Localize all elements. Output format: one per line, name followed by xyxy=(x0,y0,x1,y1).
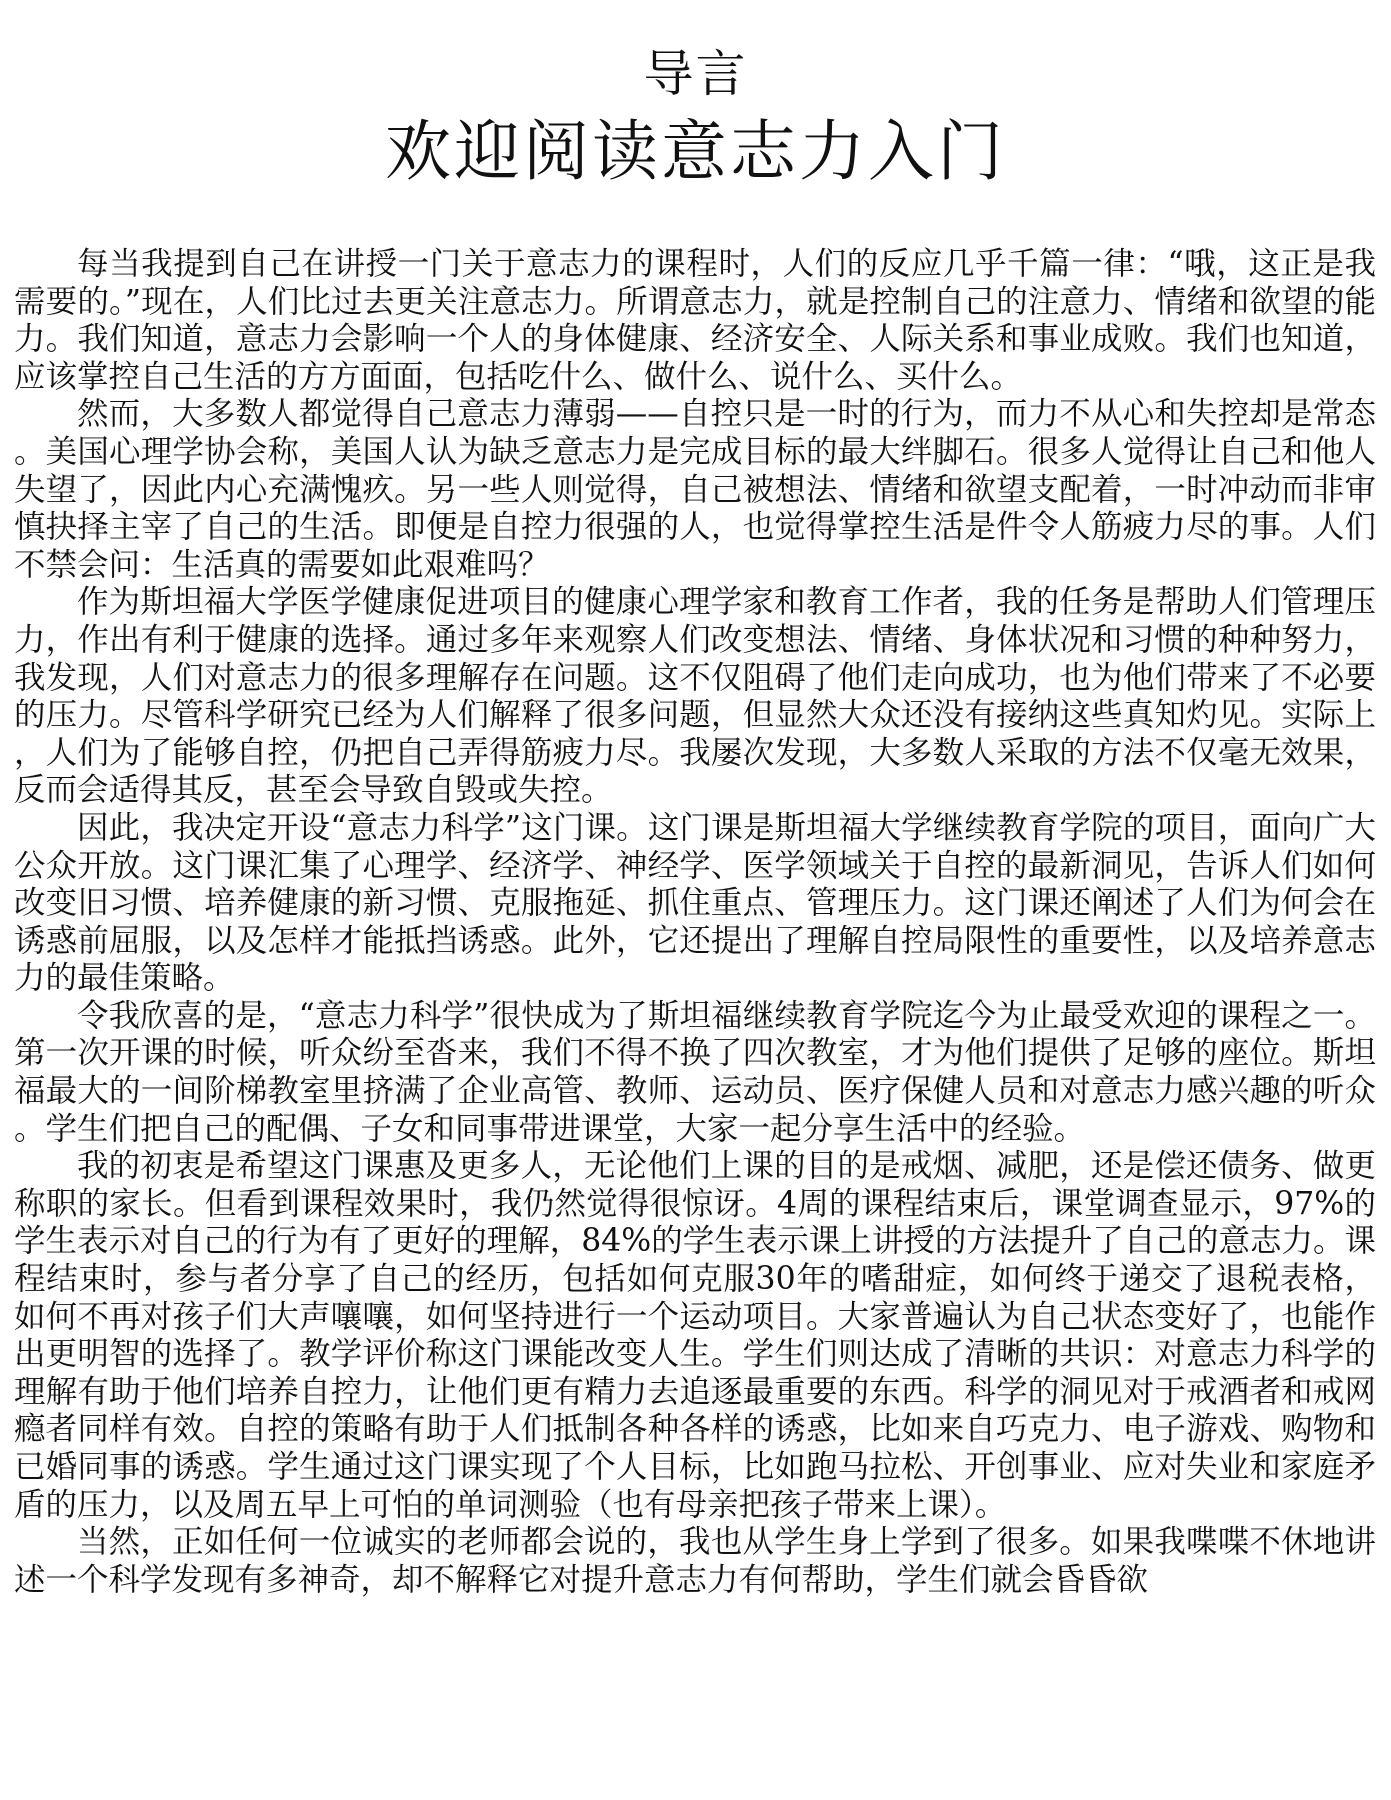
paragraph: 令我欣喜的是，“意志力科学”很快成为了斯坦福继续教育学院迄今为止最受欢迎的课程之一。第一次开课的时候，听众纷至沓来，我们不得不换了四次教室，才为他们提供了足够的座位。斯坦福最大的一间阶梯教室里挤满了企业高管、教师、运动员、医疗保健人员和对意志力感兴趣的听众。学生们把自己的配偶、子女和同事带进课堂，大家一起分享生活中的经验。 xyxy=(14,997,1376,1147)
paragraph: 作为斯坦福大学医学健康促进项目的健康心理学家和教育工作者，我的任务是帮助人们管理压力，作出有利于健康的选择。通过多年来观察人们改变想法、情绪、身体状况和习惯的种种努力，我发现，人们对意志力的很多理解存在问题。这不仅阻碍了他们走向成功，也为他们带来了不必要的压力。尽管科学研究已经为人们解释了很多问题，但显然大众还没有接纳这些真知灼见。实际上，人们为了能够自控，仍把自己弄得筋疲力尽。我屡次发现，大多数人采取的方法不仅毫无效果，反而会适得其反，甚至会导致自毁或失控。 xyxy=(14,584,1376,809)
chapter-label: 导言 xyxy=(643,45,748,103)
paragraph: 因此，我决定开设“意志力科学”这门课。这门课是斯坦福大学继续教育学院的项目，面向广大公众开放。这门课汇集了心理学、经济学、神经学、医学领域关于自控的最新洞见，告诉人们如何改变旧习惯、培养健康的新习惯、克服拖延、抓住重点、管理压力。这门课还阐述了人们为何会在诱惑前屈服，以及怎样才能抵挡诱惑。此外，它还提出了理解自控局限性的重要性，以及培养意志力的最佳策略。 xyxy=(14,809,1376,997)
paragraph: 每当我提到自己在讲授一门关于意志力的课程时，人们的反应几乎千篇一律：“哦，这正是我需要的。”现在，人们比过去更关注意志力。所谓意志力，就是控制自己的注意力、情绪和欲望的能力。我们知道，意志力会影响一个人的身体健康、经济安全、人际关系和事业成败。我们也知道，应该掌控自己生活的方方面面，包括吃什么、做什么、说什么、买什么。 xyxy=(14,246,1376,395)
paragraph: 当然，正如任何一位诚实的老师都会说的，我也从学生身上学到了很多。如果我喋喋不休地讲述一个科学发现有多神奇，却不解释它对提升意志力有何帮助，学生们就会昏昏欲 xyxy=(14,1524,1376,1598)
chapter-title: 欢迎阅读意志力入门 xyxy=(385,113,1006,190)
paragraph: 我的初衷是希望这门课惠及更多人，无论他们上课的目的是戒烟、减肥，还是偿还债务、做更称职的家长。但看到课程效果时，我仍然觉得很惊讶。4周的课程结束后，课堂调查显示，97%的学生表示对自己的行为有了更好的理解，84%的学生表示课上讲授的方法提升了自己的意志力。课程结束时，参与者分享了自己的经历，包括如何克服30年的嗜甜症，如何终于递交了退税表格，如何不再对孩子们大声嚷嚷，如何坚持进行一个运动项目。大家普遍认为自己状态变好了，也能作出更明智的选择了。教学评价称这门课能改变人生。学生们则达成了清晰的共识：对意志力科学的理解有助于他们培养自控力，让他们更有精力去追逐最重要的东西。科学的洞见对于戒酒者和戒网瘾者同样有效。自控的策略有助于人们抵制各种各样的诱惑，比如来自巧克力、电子游戏、购物和已婚同事的诱惑。学生通过这门课实现了个人目标，比如跑马拉松、开创事业、应对失业和家庭矛盾的压力，以及周五早上可怕的单词测验（也有母亲把孩子带来上课）。 xyxy=(14,1148,1376,1523)
body-text xyxy=(14,246,1376,1800)
paragraph: 然而，大多数人都觉得自己意志力薄弱——自控只是一时的行为，而力不从心和失控却是常态。美国心理学协会称，美国人认为缺乏意志力是完成目标的最大绊脚石。很多人觉得让自己和他人失望了，因此内心充满愧疚。另一些人则觉得，自己被想法、情绪和欲望支配着，一时冲动而非审慎抉择主宰了自己的生活。即便是自控力很强的人，也觉得掌控生活是件令人筋疲力尽的事。人们不禁会问：生活真的需要如此艰难吗？ xyxy=(14,396,1376,583)
